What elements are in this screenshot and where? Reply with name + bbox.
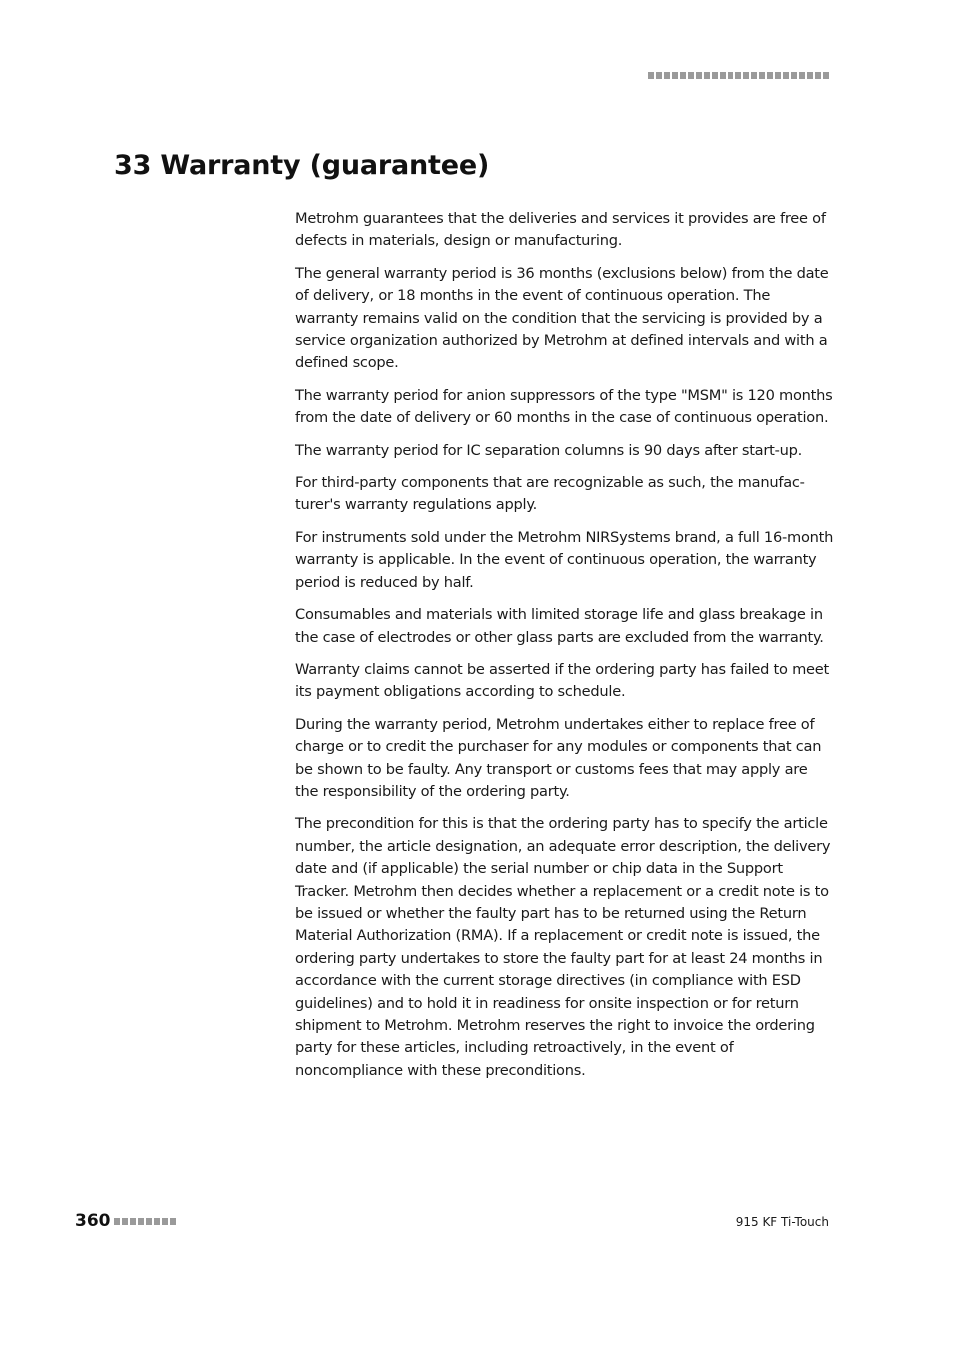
paragraph-payment: Warranty claims cannot be asserted if the ordering party has failed to meet its payment obligations according to schedule. xyxy=(295,660,829,701)
footer-decoration xyxy=(114,1218,176,1225)
header-decoration xyxy=(648,72,829,80)
paragraph-replacement: During the warranty period, Metrohm undertakes either to replace free of charge or to credit the purchaser for any modules or components that can be shown to be faulty. Any transport or customs fees that may apply are the responsibility of the ordering party. xyxy=(295,715,822,800)
page-number: 360 xyxy=(75,1211,111,1231)
paragraph-third-party: For third-party components that are recognizable as such, the manufacturer's warranty regulations apply. xyxy=(295,474,805,514)
paragraph-ic-columns: The warranty period for IC separation columns is 90 days after start-up. xyxy=(295,441,803,459)
product-name: 915 KF Ti-Touch xyxy=(735,1215,829,1229)
paragraph-nirsystems: For instruments sold under the Metrohm NIRSystems brand, a full 16-month warranty is applicable. In the event of continuous operation, the warranty period is reduced by half. xyxy=(295,528,834,591)
page-title: 33 Warranty (guarantee) xyxy=(114,150,490,181)
body-text xyxy=(295,208,835,1092)
paragraph-suppressors: The warranty period for anion suppressors of the type "MSM" is 120 months from the date of delivery or 60 months in the case of continuous operation. xyxy=(295,386,833,427)
paragraph-general-period: The general warranty period is 36 months (exclusions below) from the date of delivery, or 18 months in the event of continuous operation. The warranty remains valid on the condition that the servicing is provided by a service organization authorized by Metrohm at defined intervals and with a defined scope. xyxy=(295,264,829,372)
paragraph-consumables: Consumables and materials with limited storage life and glass breakage in the case of electrodes or other glass parts are excluded from the warranty. xyxy=(295,606,824,646)
paragraph-guarantee: Metrohm guarantees that the deliveries and services it provides are free of defects in materials, design or manufacturing. xyxy=(295,210,826,250)
paragraph-precondition: The precondition for this is that the ordering party has to specify the article number, the article designation, an adequate error description, the delivery date and (if applicable) the serial number or chip data in the Support Tracker. Metrohm then decides whether a replacement or a credit note is to be issued or whether the faulty part has to be returned using the Return Material Authorization (RMA). If a replacement or credit note is issued, the ordering party undertakes to store the faulty part for at least 24 months in accordance with the current storage directives (in compliance with ESD guidelines) and to hold it in readiness for onsite inspection or for return shipment to Metrohm. Metrohm reserves the right to invoice the ordering party for these articles, including retroactively, in the event of noncompliance with these preconditions. xyxy=(295,815,831,1079)
